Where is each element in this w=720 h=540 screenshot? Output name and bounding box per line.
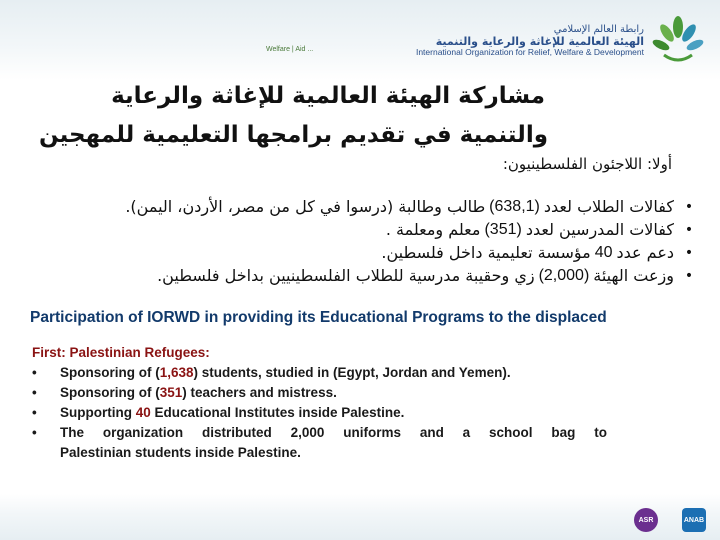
arabic-item-text: معلم ومعلمة . bbox=[385, 220, 481, 239]
anab-logo-icon: ANAB bbox=[682, 508, 706, 532]
bullet-icon: • bbox=[32, 425, 37, 440]
anab-logo bbox=[682, 508, 706, 532]
english-item-before: Supporting bbox=[60, 405, 136, 420]
english-item-text bbox=[60, 383, 607, 403]
arabic-subheading: أولا: اللاجئون الفلسطينيون: bbox=[502, 155, 672, 173]
arabic-item-text: دعم عدد bbox=[616, 243, 674, 262]
english-item-text bbox=[60, 363, 607, 383]
bullet-icon: • bbox=[684, 221, 694, 238]
arabic-item-number: (2,000) bbox=[538, 266, 590, 284]
english-bullet-item bbox=[32, 423, 607, 443]
english-item-before: Sponsoring of ( bbox=[60, 385, 160, 400]
english-title: Participation of IORWD in providing its Educational Programs to the displaced bbox=[30, 309, 607, 326]
arabic-title-line1: مشاركة الهيئة العالمية للإغاثة والرعاية bbox=[111, 83, 545, 109]
arabic-bullet-item bbox=[14, 195, 704, 218]
bullet-icon: • bbox=[32, 385, 37, 400]
logo-side-text: Welfare | Aid ... bbox=[266, 46, 314, 53]
asr-logo-icon: ASR bbox=[634, 508, 658, 532]
english-item-number: 40 bbox=[135, 405, 151, 420]
english-item-text: Palestinian students inside Palestine. bbox=[60, 445, 301, 460]
english-first-heading: First: Palestinian Refugees: bbox=[32, 345, 210, 360]
english-bullet-item bbox=[32, 403, 607, 423]
english-bullet-item bbox=[32, 383, 607, 403]
bullet-icon: • bbox=[684, 198, 694, 215]
bullet-icon: • bbox=[32, 405, 37, 420]
english-item-text: The organization distributed 2,000 uniforms and a school bag to bbox=[60, 425, 607, 440]
bullet-icon: • bbox=[684, 244, 694, 261]
leaves-logo-icon bbox=[650, 13, 706, 69]
english-continuation-line bbox=[32, 443, 607, 463]
arabic-item-number: 40 bbox=[594, 243, 613, 261]
asr-logo bbox=[634, 508, 658, 532]
arabic-item-text: طالب وطالبة (درسوا في كل من مصر، الأردن، اليمن). bbox=[125, 197, 486, 216]
english-item-number: 351 bbox=[159, 385, 183, 400]
arabic-bullet-item bbox=[14, 241, 704, 264]
arabic-title-line2: والتنمية في تقديم برامجها التعليمية للمهجين bbox=[38, 122, 548, 148]
english-item-after: ) students, studied in (Egypt, Jordan and Yemen). bbox=[193, 365, 511, 380]
arabic-item-text: مؤسسة تعليمية داخل فلسطين. bbox=[381, 243, 591, 262]
arabic-item-text: كفالات الطلاب لعدد bbox=[543, 197, 674, 216]
arabic-item-number: (351) bbox=[484, 220, 522, 238]
english-item-number: 1,638 bbox=[159, 365, 194, 380]
arabic-item-text: وزعت الهيئة bbox=[593, 266, 674, 285]
footer-band bbox=[0, 494, 720, 540]
logo-english: International Organization for Relief, Welfare & Development bbox=[415, 47, 644, 58]
arabic-item-text: زي وحقيبة مدرسية للطلاب الفلسطينيين بداخل فلسطين. bbox=[157, 266, 535, 285]
arabic-item-number: (638,1) bbox=[489, 197, 540, 215]
bullet-icon: • bbox=[684, 267, 694, 284]
logo-arabic-line2: الهيئة العالمية للإغاثة والرعاية والتنمية bbox=[435, 34, 644, 48]
english-item-after: Educational Institutes inside Palestine. bbox=[150, 405, 405, 420]
arabic-bullet-list bbox=[14, 195, 704, 287]
organization-logo bbox=[266, 10, 706, 72]
logo-text bbox=[416, 24, 644, 58]
english-bullet-list bbox=[32, 363, 607, 463]
english-item-before: Sponsoring of ( bbox=[60, 365, 160, 380]
english-item-after: ) teachers and mistress. bbox=[182, 385, 337, 400]
english-item-text bbox=[60, 403, 607, 423]
english-content bbox=[32, 343, 607, 463]
english-bullet-item bbox=[32, 363, 607, 383]
arabic-bullet-item bbox=[14, 264, 704, 287]
arabic-item-text: كفالات المدرسين لعدد bbox=[525, 220, 674, 239]
bullet-icon: • bbox=[32, 365, 37, 380]
arabic-bullet-item bbox=[14, 218, 704, 241]
logo-arabic-line1: رابطة العالم الإسلامي bbox=[553, 24, 644, 36]
